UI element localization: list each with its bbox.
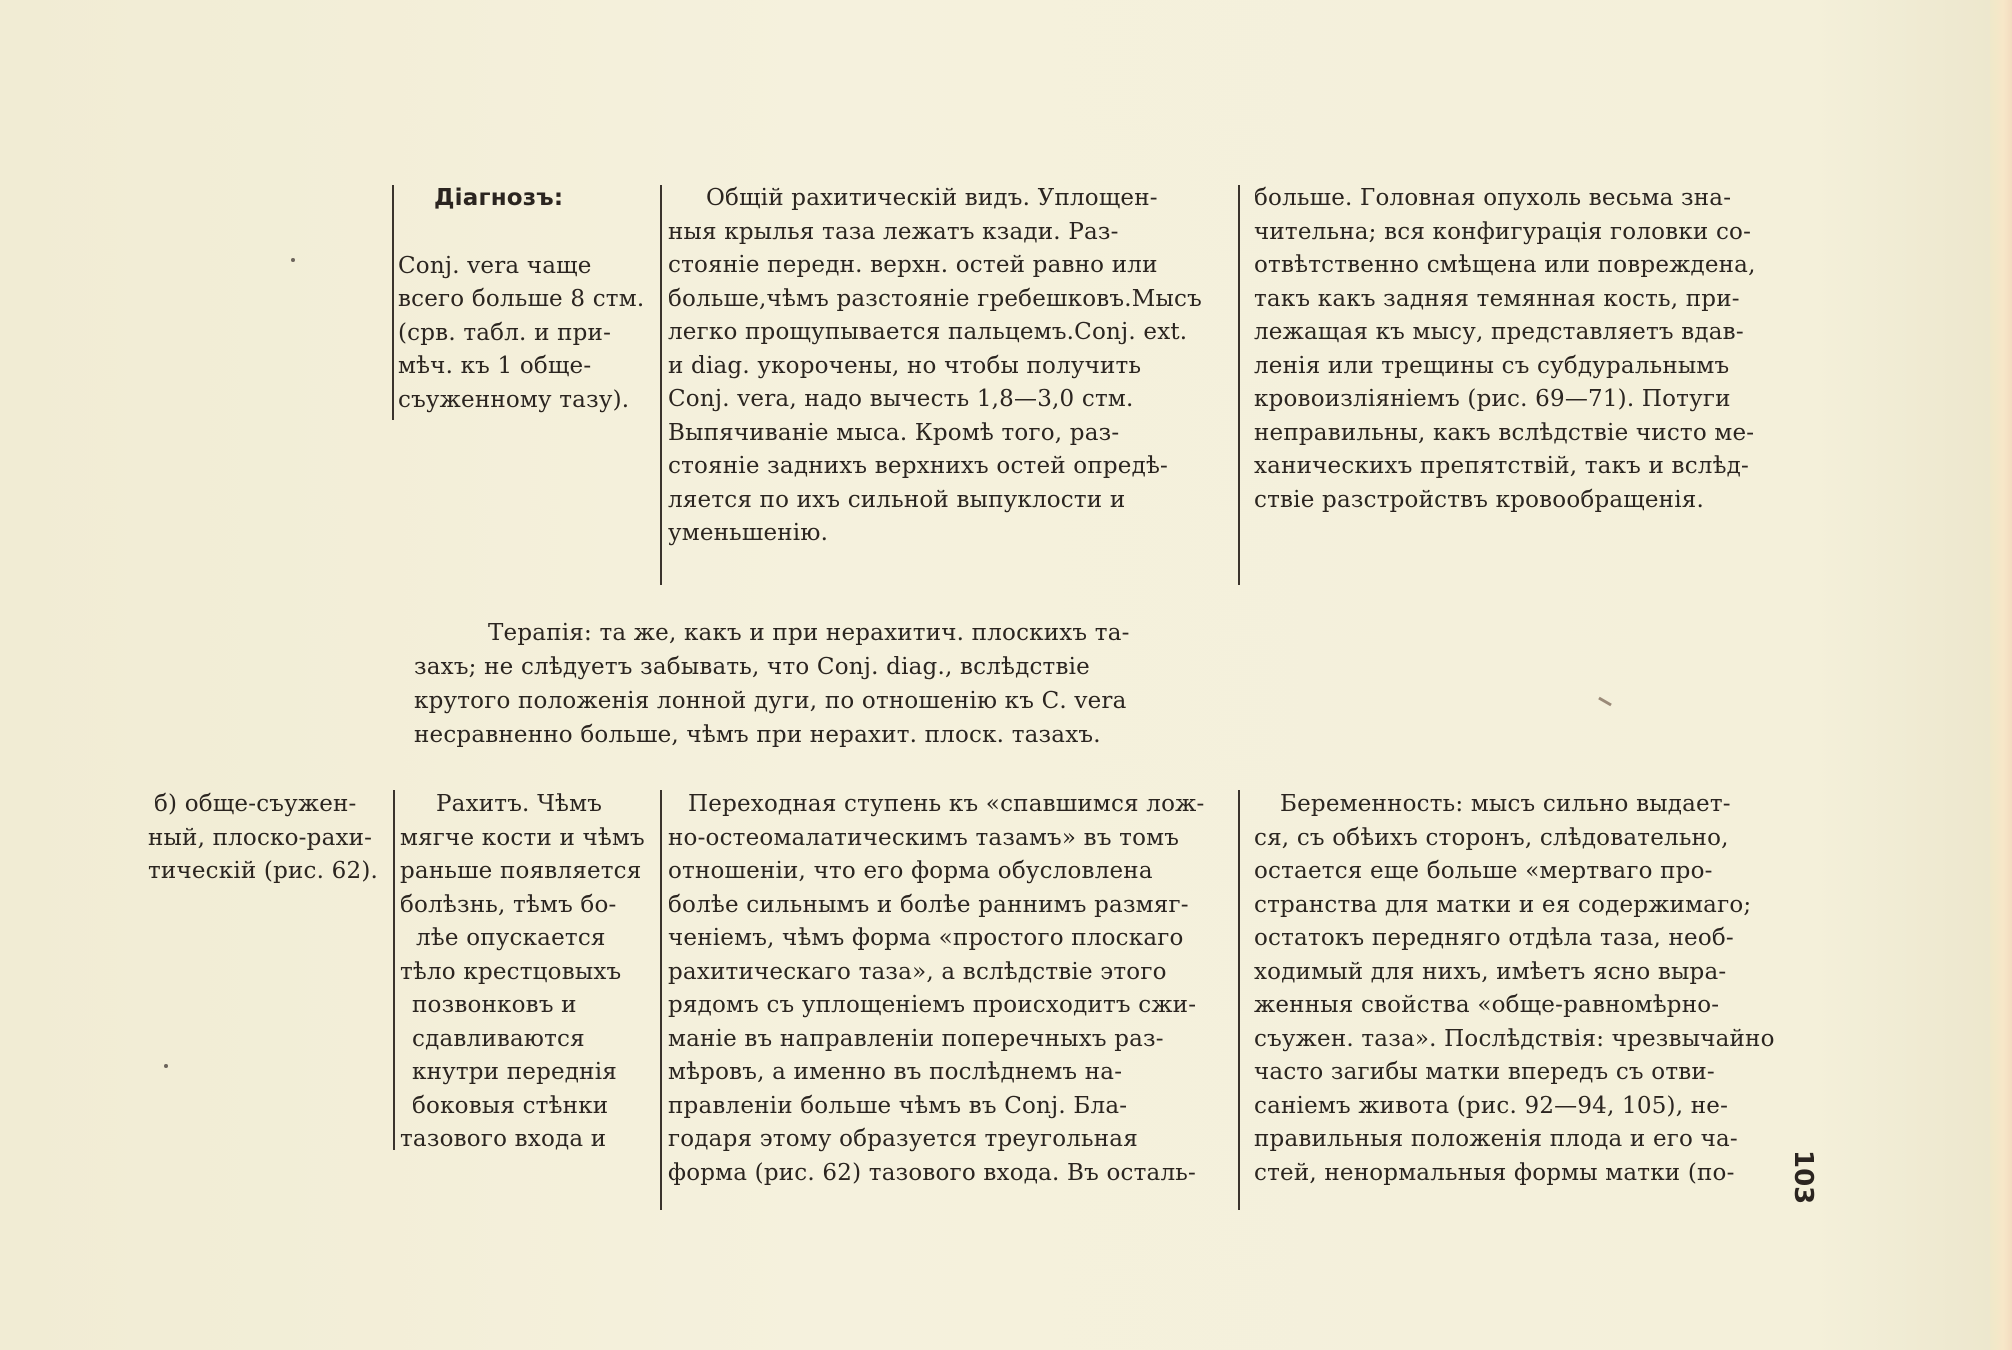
text-line: правильныя положенія плода и его ча- bbox=[1254, 1126, 1738, 1152]
text-line: ныя крылья таза лежатъ кзади. Раз- bbox=[668, 218, 1119, 245]
text-line: Общій рахитическій видъ. Уплощен- bbox=[706, 185, 1158, 211]
therapy-line: крутого положенія лонной дуги, по отношенію къ С. vera bbox=[414, 688, 1127, 714]
therapy-paragraph bbox=[414, 616, 1228, 752]
text-line: ствіе разстройствъ кровообращенія. bbox=[1254, 486, 1704, 513]
column-rule-lower-right bbox=[1238, 790, 1240, 1210]
column-rule-upper-right bbox=[1238, 185, 1240, 585]
text-line: рядомъ съ уплощеніемъ происходитъ сжи- bbox=[668, 992, 1197, 1018]
text-line: сдавливаются bbox=[412, 1025, 585, 1052]
column-rule-upper-mid bbox=[660, 185, 662, 585]
page-number: 103 bbox=[1788, 1150, 1818, 1205]
text-line: стей, ненормальныя формы матки (по- bbox=[1254, 1159, 1735, 1186]
page-edge bbox=[1990, 0, 2012, 1350]
text-line: странства для матки и ея содержимаго; bbox=[1254, 891, 1752, 918]
text-line: раньше появляется bbox=[400, 858, 642, 884]
text-line: всего больше 8 стм. bbox=[398, 286, 645, 312]
text-line: Выпячиваніе мыса. Кромѣ того, раз- bbox=[668, 419, 1120, 446]
text-line: Беременность: мысъ сильно выдает- bbox=[1280, 791, 1731, 817]
diagnosis-heading: Діагнозъ: bbox=[434, 185, 564, 211]
description-column-lower bbox=[668, 788, 1228, 1190]
text-line: лежащая къ мысу, представляетъ вдав- bbox=[1254, 319, 1744, 345]
text-line: отвѣтственно смѣщена или повреждена, bbox=[1254, 252, 1756, 278]
text-line: мягче кости и чѣмъ bbox=[400, 824, 645, 851]
column-rule-upper-left bbox=[392, 185, 394, 420]
text-line: остатокъ передняго отдѣла таза, необ- bbox=[1254, 925, 1734, 951]
text-line: кнутри переднія bbox=[412, 1059, 617, 1085]
text-line: часто загибы матки впередъ съ отви- bbox=[1254, 1059, 1715, 1085]
text-line: съужен. таза». Послѣдствія: чрезвычайно bbox=[1254, 1025, 1775, 1052]
labor-column-upper bbox=[1254, 182, 1810, 517]
text-line: саніемъ живота (рис. 92—94, 105), не- bbox=[1254, 1092, 1729, 1119]
text-line: позвонковъ и bbox=[412, 992, 577, 1018]
text-line: форма (рис. 62) тазового входа. Въ осталь- bbox=[668, 1159, 1196, 1186]
text-line: мѣч. къ 1 обще- bbox=[398, 353, 592, 379]
text-line: ханическихъ препятствій, такъ и вслѣд- bbox=[1254, 453, 1749, 479]
text-line: стояніе передн. верхн. остей равно или bbox=[668, 252, 1158, 278]
text-line: ся, съ обѣихъ сторонъ, слѣдовательно, bbox=[1254, 824, 1729, 851]
diagnosis-column bbox=[398, 182, 656, 417]
text-line: тическій (рис. 62). bbox=[148, 858, 379, 884]
text-line: остается еще больше «мертваго про- bbox=[1254, 858, 1713, 884]
print-speck bbox=[291, 258, 295, 262]
text-line: правленіи больше чѣмъ въ Conj. Бла- bbox=[668, 1092, 1128, 1119]
text-line: Рахитъ. Чѣмъ bbox=[436, 791, 603, 817]
text-line: Conj. vera, надо вычесть 1,8—3,0 стм. bbox=[668, 386, 1134, 412]
description-column-upper bbox=[668, 182, 1228, 551]
column-rule-lower-left bbox=[393, 790, 395, 1150]
text-line: б) обще-съужен- bbox=[154, 791, 357, 817]
text-line: но-остеомалатическимъ тазамъ» въ томъ bbox=[668, 824, 1180, 851]
pregnancy-column-lower bbox=[1254, 788, 1810, 1190]
text-line: боковыя стѣнки bbox=[412, 1092, 609, 1119]
text-line: и diag. укорочены, но чтобы получить bbox=[668, 352, 1142, 379]
print-speck bbox=[164, 1064, 168, 1068]
text-line: неправильны, какъ вслѣдствіе чисто ме- bbox=[1254, 419, 1755, 446]
text-line: отношеніи, что его форма обусловлена bbox=[668, 858, 1153, 884]
text-line: съуженному тазу). bbox=[398, 386, 630, 413]
text-line: лѣе опускается bbox=[416, 925, 606, 951]
text-line: тѣло крестцовыхъ bbox=[400, 958, 622, 985]
text-line: женныя свойства «обще-равномѣрно- bbox=[1254, 992, 1720, 1018]
text-line: ный, плоско-рахи- bbox=[148, 824, 373, 851]
text-line: тазового входа и bbox=[400, 1126, 607, 1152]
diagnosis-column-lower bbox=[400, 788, 656, 1157]
text-line: больше,чѣмъ разстояніе гребешковъ.Мысъ bbox=[668, 285, 1202, 312]
text-line: ходимый для нихъ, имѣетъ ясно выра- bbox=[1254, 958, 1727, 985]
text-line: Conj. vera чаще bbox=[398, 252, 592, 279]
text-line: больше. Головная опухоль весьма зна- bbox=[1254, 185, 1732, 211]
text-line: легко прощупывается пальцемъ.Conj. ext. bbox=[668, 319, 1188, 345]
text-line: ченіемъ, чѣмъ форма «простого плоскаго bbox=[668, 925, 1184, 951]
text-line: такъ какъ задняя темянная кость, при- bbox=[1254, 285, 1740, 312]
text-line: маніе въ направленіи поперечныхъ раз- bbox=[668, 1025, 1164, 1052]
text-line: чительна; вся конфигурація головки со- bbox=[1254, 218, 1752, 245]
text-line: кровоизліяніемъ (рис. 69—71). Потуги bbox=[1254, 386, 1731, 412]
text-line: болѣзнь, тѣмъ бо- bbox=[400, 891, 617, 918]
text-line: Переходная ступень къ «спавшимся лож- bbox=[688, 791, 1205, 817]
text-line: уменьшенію. bbox=[668, 520, 829, 546]
pelvis-type-column bbox=[148, 788, 388, 889]
text-line: ляется по ихъ сильной выпуклости и bbox=[668, 486, 1126, 513]
text-line: годаря этому образуется треугольная bbox=[668, 1126, 1138, 1152]
therapy-line: захъ; не слѣдуетъ забывать, что Conj. diag., вслѣдствіе bbox=[414, 654, 1090, 680]
text-line: (срв. табл. и при- bbox=[398, 319, 612, 346]
text-line: ленія или трещины съ субдуральнымъ bbox=[1254, 352, 1730, 379]
column-rule-lower-mid bbox=[660, 790, 662, 1210]
text-line: болѣе сильнымъ и болѣе раннимъ размяг- bbox=[668, 891, 1189, 918]
print-speck bbox=[1598, 697, 1612, 707]
text-line: рахитическаго таза», а вслѣдствіе этого bbox=[668, 958, 1167, 985]
text-line: стояніе заднихъ верхнихъ остей опредѣ- bbox=[668, 453, 1169, 479]
therapy-line: Терапія: та же, какъ и при нерахитич. плоскихъ та- bbox=[488, 620, 1130, 646]
therapy-line: несравненно больше, чѣмъ при нерахит. плоск. тазахъ. bbox=[414, 722, 1101, 748]
text-line: мѣровъ, а именно въ послѣднемъ на- bbox=[668, 1059, 1123, 1085]
